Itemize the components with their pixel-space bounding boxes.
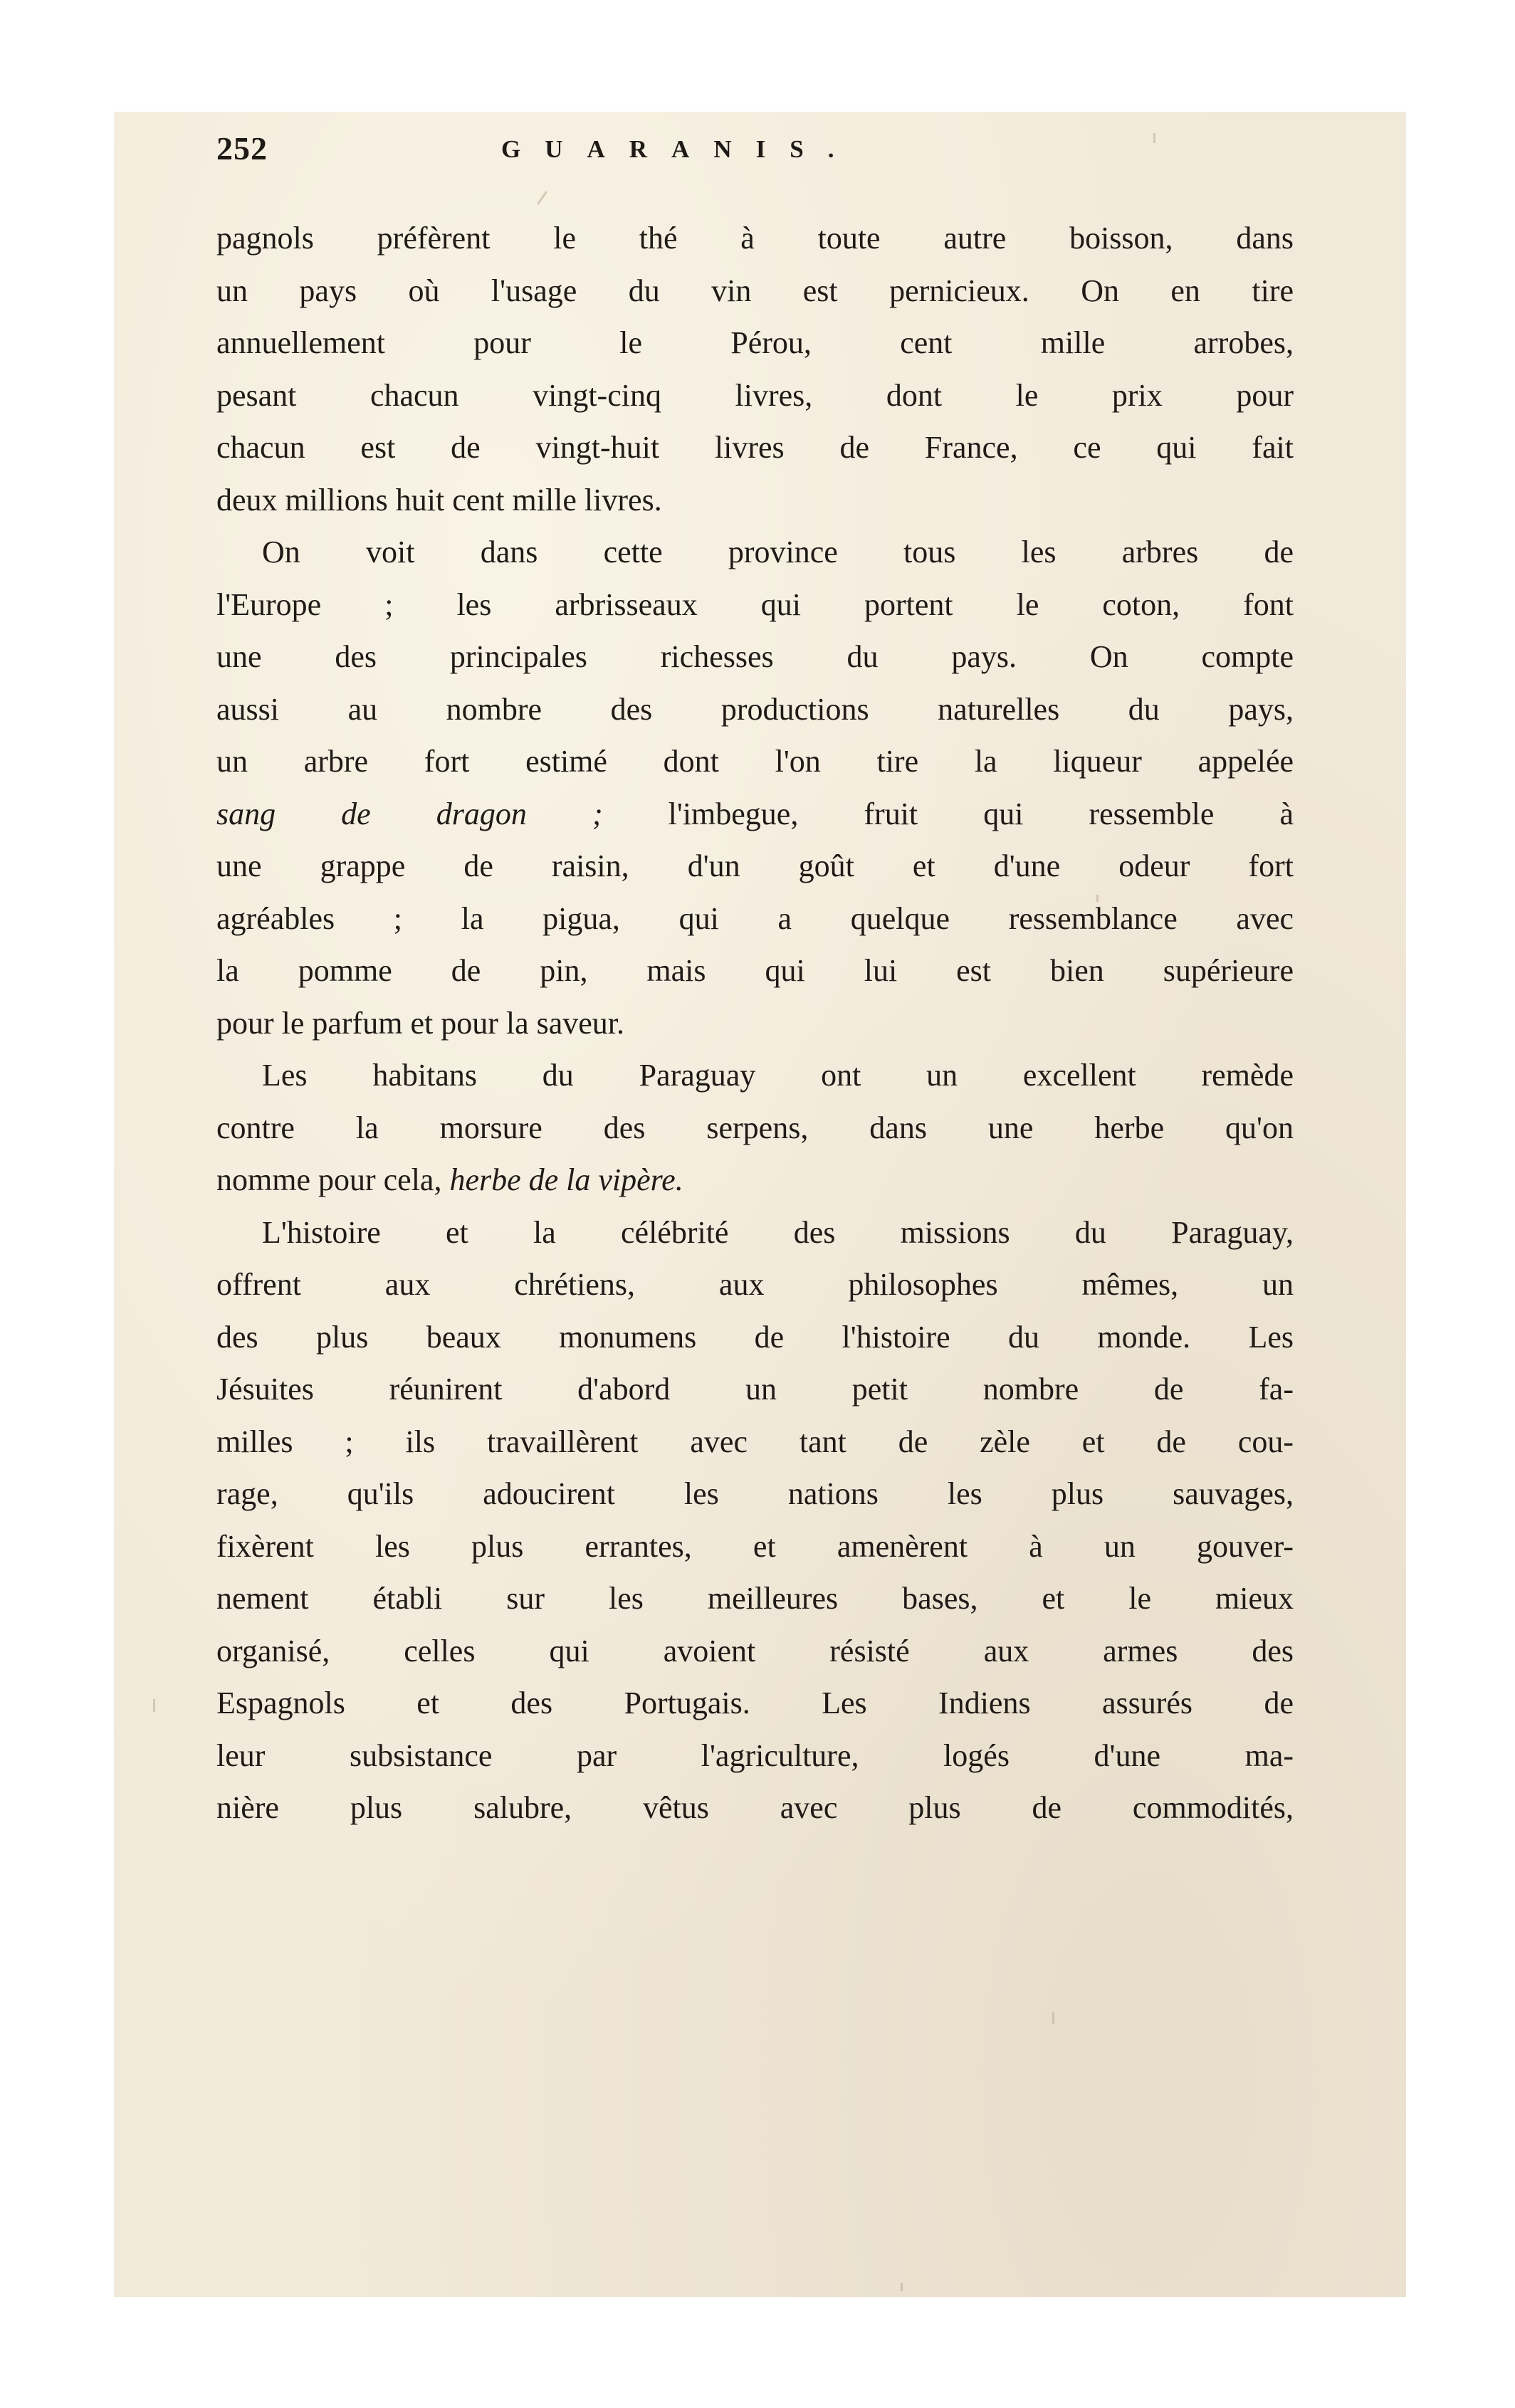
page-number: 252 — [216, 130, 268, 167]
text-line: un arbre fort estimé dont l'on tire la liqueur appelée — [216, 744, 1294, 779]
text-line: rage, qu'ils adoucirent les nations les plus sauvages, — [216, 1476, 1294, 1511]
text-line: un pays où l'usage du vin est pernicieux. On en tire — [216, 273, 1294, 308]
text-line: nement établi sur les meilleures bases, et le mieux — [216, 1581, 1294, 1616]
text-line: une des principales richesses du pays. On compte — [216, 639, 1294, 674]
text-line: contre la morsure des serpens, dans une herbe qu'on — [216, 1110, 1294, 1145]
text-line: deux millions huit cent mille livres. — [216, 482, 662, 517]
text-line — [216, 788, 1294, 841]
paper-fleck — [901, 2283, 903, 2291]
text-line: offrent aux chrétiens, aux philosophes mêmes, un — [216, 1267, 1294, 1302]
text-line: L'histoire et la célébrité des missions du Paraguay, — [262, 1214, 1294, 1250]
italic-phrase: herbe de la vipère. — [449, 1162, 683, 1197]
text-line: pesant chacun vingt-cinq livres, dont le prix pour — [216, 377, 1294, 413]
text-line: Espagnols et des Portugais. Les Indiens assurés de — [216, 1686, 1294, 1720]
text-line: Les habitans du Paraguay ont un excellent remède — [262, 1058, 1294, 1093]
line-start: nomme pour cela, — [216, 1162, 450, 1197]
text-line — [216, 1154, 1294, 1206]
text-line: Jésuites réunirent d'abord un petit nombre de fa- — [216, 1372, 1294, 1407]
paper-fleck — [153, 1699, 155, 1712]
paper-fleck — [537, 191, 547, 205]
text-line: nière plus salubre, vêtus avec plus de commodités, — [216, 1790, 1294, 1825]
text-line: chacun est de vingt-huit livres de France, ce qui fait — [216, 430, 1294, 465]
running-head: GUARANIS. — [501, 135, 859, 163]
line-rest: l'imbegue, fruit qui ressemble à — [602, 796, 1294, 831]
text-line: l'Europe ; les arbrisseaux qui portent le coton, font — [216, 587, 1294, 622]
page-header — [216, 130, 1294, 165]
text-line: aussi au nombre des productions naturelles du pays, — [216, 691, 1294, 727]
text-line: fixèrent les plus errantes, et amenèrent à un gouver- — [216, 1528, 1294, 1564]
text-line: une grappe de raisin, d'un goût et d'une odeur fort — [216, 848, 1294, 883]
text-line: leur subsistance par l'agriculture, logés d'une ma- — [216, 1737, 1294, 1773]
text-line: milles ; ils travaillèrent avec tant de zèle et de cou- — [216, 1424, 1294, 1459]
body-text — [216, 212, 1294, 1834]
text-line: la pomme de pin, mais qui lui est bien supérieure — [216, 953, 1294, 988]
text-line: agréables ; la pigua, qui a quelque ressemblance avec — [216, 900, 1294, 936]
text-line: pagnols préfèrent le thé à toute autre boisson, dans — [216, 221, 1294, 256]
paper-fleck — [1052, 2012, 1054, 2024]
text-line: pour le parfum et pour la saveur. — [216, 1005, 625, 1041]
text-line: annuellement pour le Pérou, cent mille arrobes, — [216, 325, 1294, 360]
text-line: organisé, celles qui avoient résisté aux armes des — [216, 1633, 1294, 1668]
text-line: des plus beaux monumens de l'histoire du monde. Les — [216, 1319, 1294, 1355]
italic-phrase: sang de dragon ; — [216, 796, 603, 831]
text-line: On voit dans cette province tous les arbres de — [262, 535, 1294, 569]
